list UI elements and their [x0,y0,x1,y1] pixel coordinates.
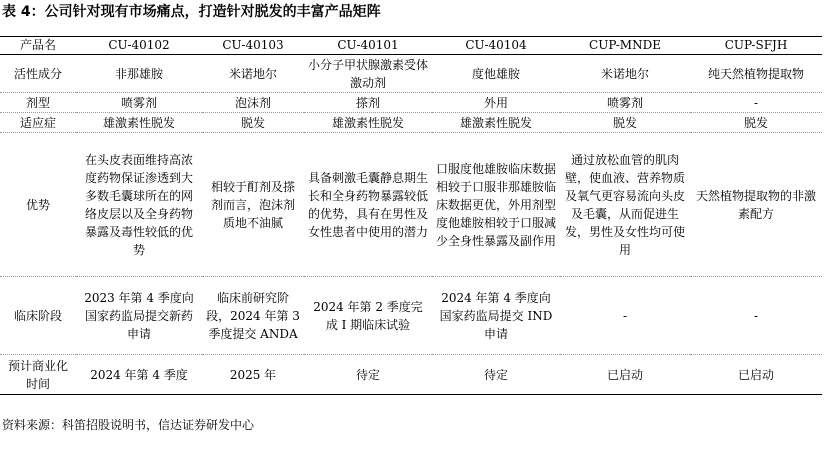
source-note: 资料来源：科笛招股说明书，信达证券研发中心 [2,418,255,432]
table-cell: 喷雾剂 [76,93,202,113]
table-cell: 口服度他雄胺临床数据相较于口服非那雄胺临床数据更优，外用剂型度他雄胺相较于口服减少全身性暴露及副作用 [432,133,560,277]
table-cell: 2024 年第 4 季度向国家药监局提交 IND 申请 [432,277,560,355]
table-cell: 脱发 [690,113,822,133]
product-matrix-table [0,36,822,395]
table-row-active-ingredient [0,55,822,93]
table-cell: 天然植物提取物的非激素配方 [690,133,822,277]
table-cell: 喷雾剂 [560,93,690,113]
table-cell: 已启动 [690,355,822,395]
table-cell: - [560,277,690,355]
table-cell: 具备刺激毛囊静息期生长和全身药物暴露较低的优势，具有在男性及女性患者中使用的潜力 [304,133,432,277]
table-row-dosage-form [0,93,822,113]
table-cell: 搽剂 [304,93,432,113]
table-row-clinical-stage [0,277,822,355]
table-cell: 泡沫剂 [202,93,304,113]
row-label: 剂型 [0,93,76,113]
header-row [0,36,822,55]
product-name: CU-40101 [304,36,432,55]
table-cell: 在头皮表面维持高浓度药物保证渗透到大多数毛囊球所在的网络皮层以及全身药物暴露及毒性较低的优势 [76,133,202,277]
row-label: 预计商业化时间 [0,355,76,395]
table-cell: 米诺地尔 [202,55,304,93]
table-cell: 米诺地尔 [560,55,690,93]
table-cell: 待定 [432,355,560,395]
row-label: 适应症 [0,113,76,133]
table-cell: 脱发 [560,113,690,133]
table-cell: 通过放松血管的肌肉壁，使血液、营养物质及氧气更容易流向头皮及毛囊，从而促进生发，男性及女性均可使用 [560,133,690,277]
table-row-commercialization [0,355,822,395]
table-cell: 2024 年第 4 季度 [76,355,202,395]
table-cell: 纯天然植物提取物 [690,55,822,93]
table-cell: 2025 年 [202,355,304,395]
row-label: 活性成分 [0,55,76,93]
table-cell: 待定 [304,355,432,395]
table-row-indication [0,113,822,133]
product-name: CUP-MNDE [560,36,690,55]
table-cell: 雄激素性脱发 [432,113,560,133]
table-cell: 雄激素性脱发 [76,113,202,133]
product-name: CUP-SFJH [690,36,822,55]
table-cell: 非那雄胺 [76,55,202,93]
product-name: CU-40102 [76,36,202,55]
table-cell: 已启动 [560,355,690,395]
table-title: 表 4：公司针对现有市场痛点，打造针对脱发的丰富产品矩阵 [2,4,381,20]
header-label: 产品名 [0,36,76,55]
table-cell: 雄激素性脱发 [304,113,432,133]
table-cell: 小分子甲状腺激素受体激动剂 [304,55,432,93]
table-cell: 度他雄胺 [432,55,560,93]
row-label: 优势 [0,133,76,277]
product-name: CU-40104 [432,36,560,55]
table-cell: - [690,277,822,355]
table-cell: 临床前研究阶段，2024 年第 3 季度提交 ANDA [202,277,304,355]
table-cell: 相较于酊剂及搽剂而言，泡沫剂质地不油腻 [202,133,304,277]
product-name: CU-40103 [202,36,304,55]
table-cell: 外用 [432,93,560,113]
table-cell: 脱发 [202,113,304,133]
table-cell: - [690,93,822,113]
table-cell: 2023 年第 4 季度向国家药监局提交新药申请 [76,277,202,355]
table-cell: 2024 年第 2 季度完成 I 期临床试验 [304,277,432,355]
table-row-advantages [0,133,822,277]
row-label: 临床阶段 [0,277,76,355]
